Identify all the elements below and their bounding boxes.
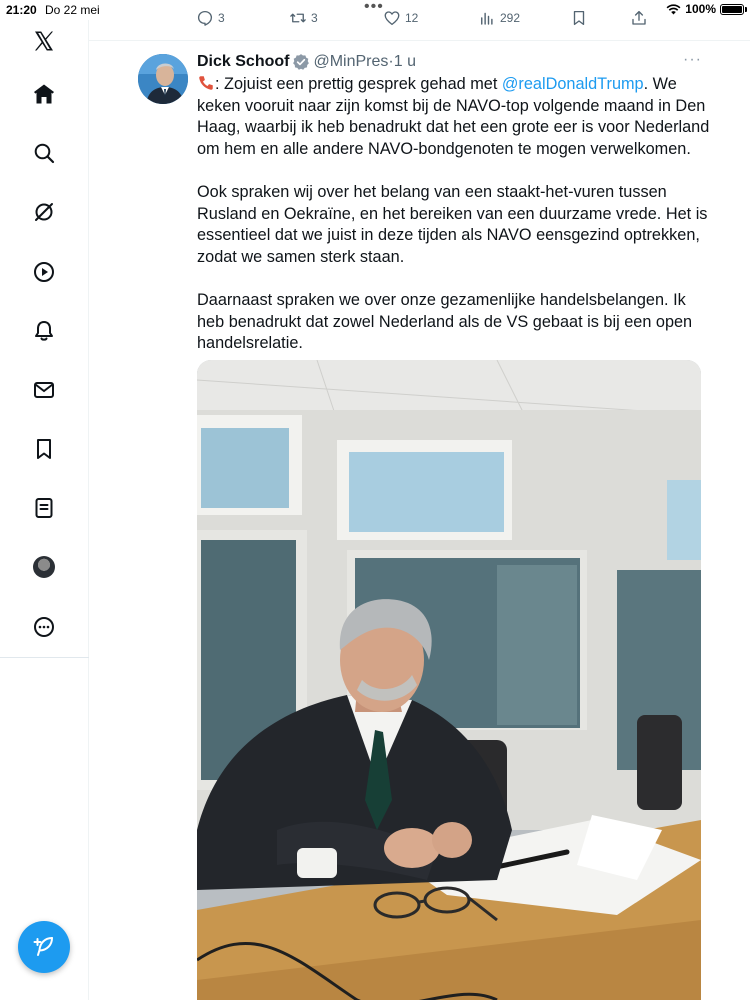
bookmark-outline-icon (570, 9, 588, 27)
sidebar-divider (0, 657, 89, 658)
status-right (666, 2, 744, 16)
reply-icon (196, 9, 214, 27)
grok-icon[interactable] (30, 198, 58, 226)
wifi-icon (666, 4, 681, 15)
tweet-text-intro: : Zojuist een prettig gesprek gehad met (215, 75, 502, 93)
mail-icon[interactable] (30, 376, 58, 404)
battery-icon (720, 4, 744, 15)
tweet-header (197, 52, 416, 72)
reply-count: 3 (218, 11, 225, 25)
views-icon (478, 9, 496, 27)
phone-emoji-icon (197, 74, 215, 92)
tweet-paragraph-2: Ook spraken wij over het belang van een staakt-het-vuren tussen Rusland en Oekraïne, en het bereiken van een duurzame vrede. Het is essentieel dat we juist in deze tijden als NAVO eensgezind optrekken, zodat we samen sterk staan. (197, 182, 708, 266)
profile-avatar[interactable] (33, 556, 55, 578)
views-button[interactable] (478, 6, 520, 30)
tweet-paragraph-3: Daarnaast spraken we over onze gezamenlijke handelsbelangen. Ik heb benadrukt dat zowel Nederland als de VS gebaat is bij een open handelsrelatie. (197, 290, 693, 353)
more-circle-icon[interactable] (30, 613, 58, 641)
like-count: 12 (405, 11, 419, 25)
status-date: Do 22 mei (45, 3, 100, 17)
heart-icon (383, 9, 401, 27)
bookmark-icon[interactable] (30, 435, 58, 463)
tweet-divider (89, 40, 750, 41)
author-name[interactable]: Dick Schoof (197, 53, 290, 70)
bell-icon[interactable] (30, 317, 58, 345)
list-icon[interactable] (30, 494, 58, 522)
previous-tweet-actions (196, 6, 651, 30)
header-separator: · (388, 53, 394, 70)
play-icon[interactable] (30, 258, 58, 286)
views-count: 292 (500, 11, 521, 25)
sidebar (0, 20, 89, 1000)
compose-button[interactable] (18, 921, 70, 973)
tweet-paragraph-1 (197, 74, 717, 160)
feather-plus-icon (31, 934, 57, 960)
battery-percent: 100% (685, 2, 716, 16)
repost-button[interactable] (289, 6, 318, 30)
share-icon (630, 9, 648, 27)
repost-count: 3 (311, 11, 318, 25)
author-avatar[interactable] (138, 54, 188, 104)
author-handle[interactable]: @MinPres (313, 53, 389, 70)
search-icon[interactable] (30, 139, 58, 167)
tweet-timestamp[interactable]: 1 u (393, 53, 416, 70)
share-button[interactable] (630, 6, 648, 30)
battery-fill (722, 6, 742, 13)
tweet-photo[interactable] (197, 360, 701, 1000)
mention-link[interactable]: @realDonaldTrump (501, 75, 644, 93)
tweet-more-button[interactable]: ··· (683, 51, 702, 68)
status-time: 21:20 (6, 3, 37, 17)
repost-icon (289, 9, 307, 27)
multitasking-dots-icon[interactable]: ••• (364, 0, 384, 15)
verified-badge-icon (292, 53, 310, 71)
reply-button[interactable] (196, 6, 225, 30)
bookmark-button[interactable] (570, 6, 588, 30)
home-icon[interactable] (30, 80, 58, 108)
like-button[interactable] (383, 6, 418, 30)
x-logo-icon[interactable] (30, 27, 58, 55)
tweet-text-after-mention: . We keken vooruit naar zijn komst bij de NAVO-top volgende maand in Den Haag, waarbij ik heb benadrukt dat het een grote eer is voor Nederland om hem en alle andere NAVO-bondgenoten te mogen verwelkomen. (197, 75, 710, 158)
tweet-text (197, 74, 717, 376)
